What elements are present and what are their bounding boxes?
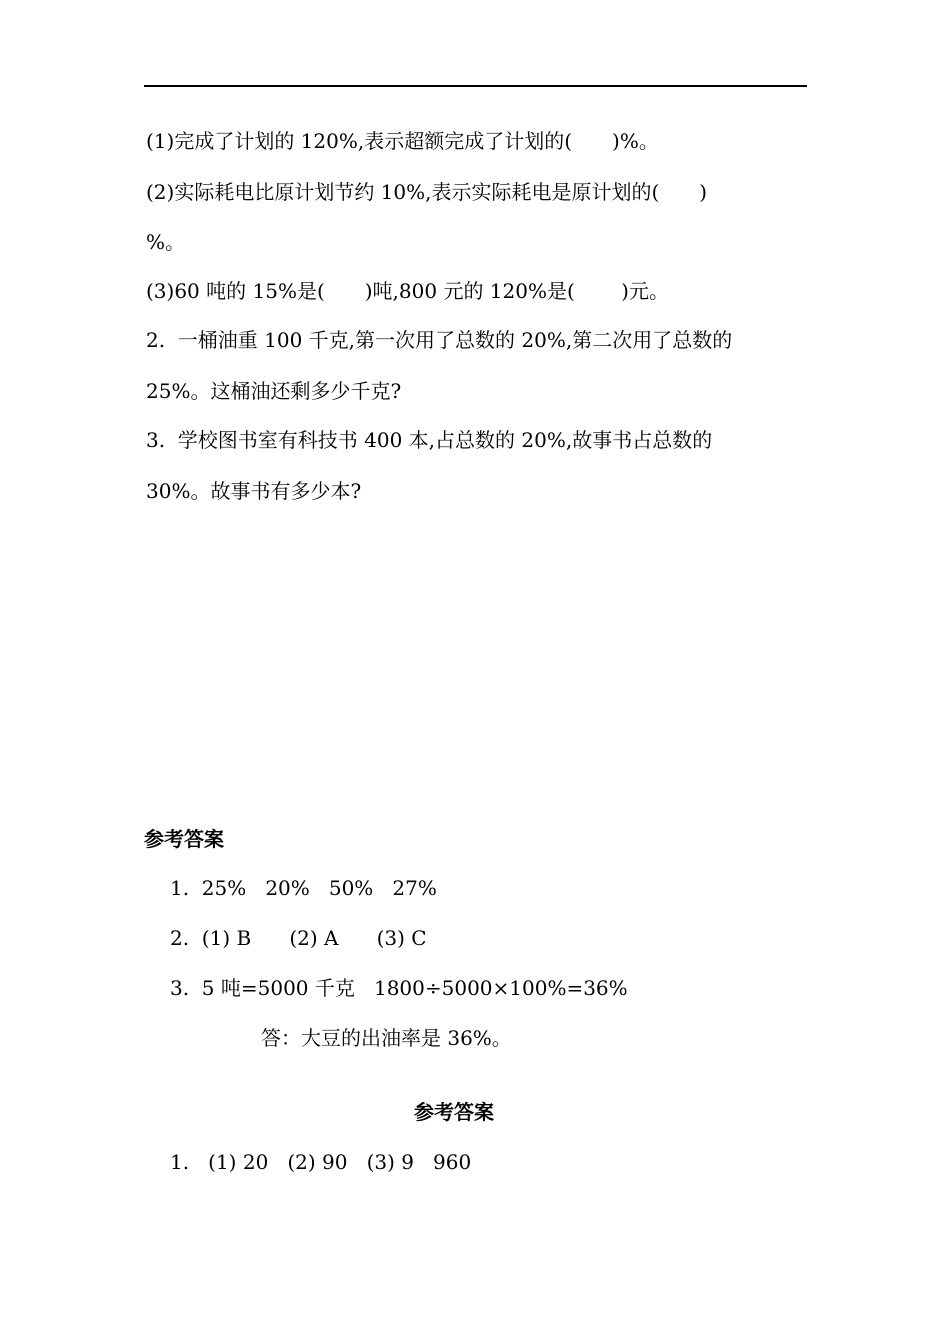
question-1-2-cont: %。 xyxy=(146,230,186,254)
answer-2: 2. (1) B (2) A (3) C xyxy=(170,926,427,950)
question-3: 3. 学校图书室有科技书 400 本,占总数的 20%,故事书占总数的 xyxy=(146,428,713,452)
answer-3-note: 答：大豆的出油率是 36%。 xyxy=(261,1026,512,1050)
answers-heading-2: 参考答案 xyxy=(414,1100,494,1124)
answers-heading: 参考答案 xyxy=(144,827,224,851)
question-1-1: (1)完成了计划的 120%,表示超额完成了计划的( )%。 xyxy=(146,129,659,153)
question-2-cont: 25%。这桶油还剩多少千克? xyxy=(146,379,402,403)
question-1-3: (3)60 吨的 15%是( )吨,800 元的 120%是( )元。 xyxy=(146,279,669,303)
answer-1: 1. 25% 20% 50% 27% xyxy=(170,876,437,900)
question-2: 2. 一桶油重 100 千克,第一次用了总数的 20%,第二次用了总数的 xyxy=(146,328,733,352)
question-1-2: (2)实际耗电比原计划节约 10%,表示实际耗电是原计划的( ) xyxy=(146,180,708,204)
answer-2-1: 1. (1) 20 (2) 90 (3) 9 960 xyxy=(170,1150,472,1174)
question-3-cont: 30%。故事书有多少本? xyxy=(146,479,362,503)
answer-3: 3. 5 吨=5000 千克 1800÷5000×100%=36% xyxy=(170,976,628,1000)
header-rule xyxy=(144,85,807,87)
